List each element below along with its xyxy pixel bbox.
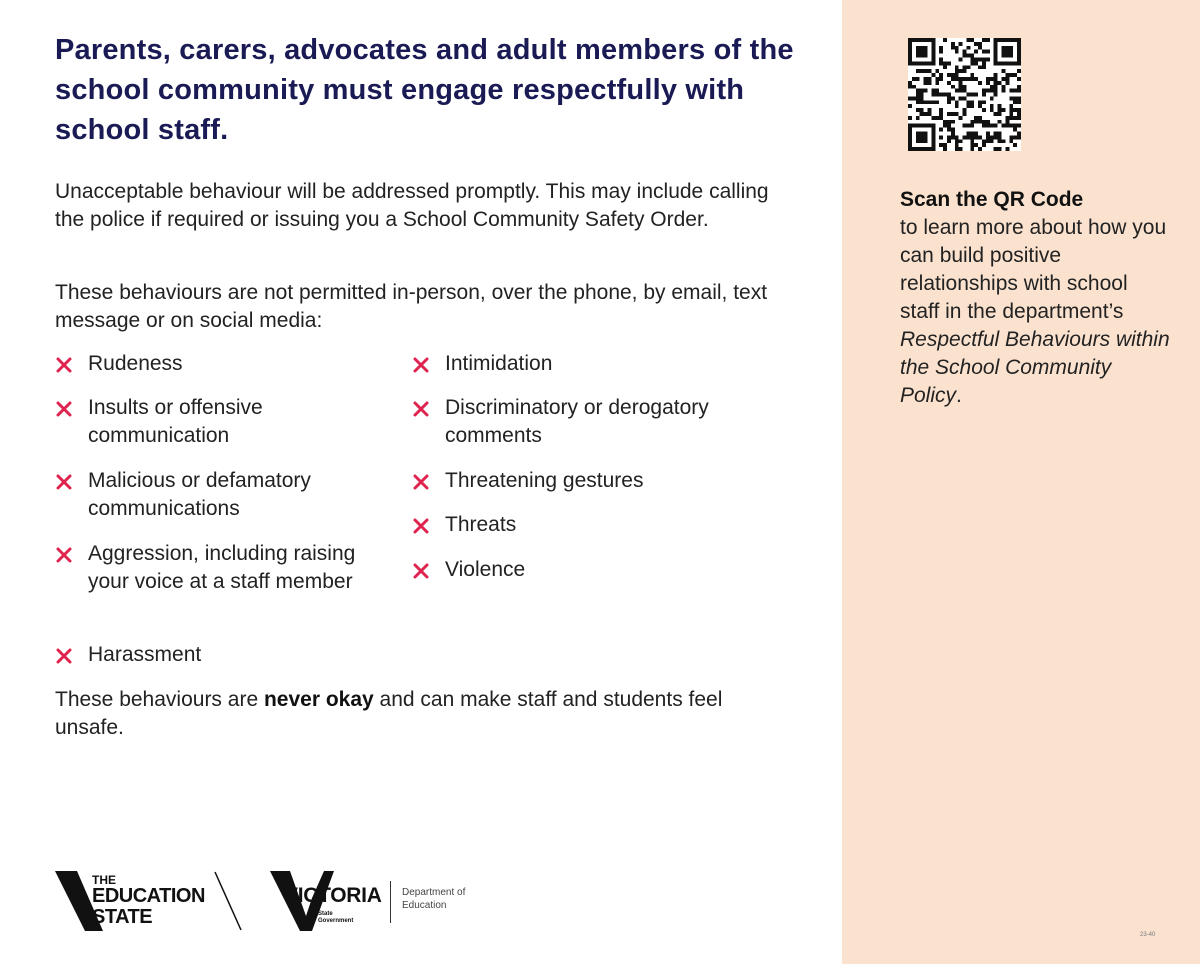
emphasis-text: never okay — [263, 688, 374, 711]
cross-icon — [412, 394, 432, 422]
logo-text: State Government — [318, 911, 354, 924]
policy-name: Respectful Behaviours within the School Community Policy — [900, 328, 1170, 407]
cross-icon — [55, 641, 75, 669]
list-item: Threats — [412, 511, 742, 556]
list-item: Rudeness — [55, 350, 385, 394]
logo-text: VICTORIA — [284, 884, 382, 907]
behaviours-list-right — [412, 350, 742, 586]
list-item: Malicious or defamatory communications — [55, 467, 385, 540]
scan-title: Scan the QR Code — [900, 188, 1084, 211]
list-item: Insults or offensive communication — [55, 394, 385, 467]
qr-code-icon[interactable] — [908, 38, 1021, 151]
behaviours-intro: These behaviours are not permitted in-person, over the phone, by email, text message or on social media: — [55, 281, 768, 332]
page-heading: Parents, carers, advocates and adult members of the school community must engage respectfully with school staff. — [55, 34, 794, 146]
intro-paragraph: Unacceptable behaviour will be addressed promptly. This may include calling the police if required or issuing you a School Community Safety Order. — [55, 180, 769, 231]
footer-code: 23-40 — [1140, 932, 1156, 938]
list-item: Threatening gestures — [412, 467, 742, 511]
qr-instructions: Scan the QR Code to learn more about how you can build positive relationships with school staff in the department’s Respectful Behaviours within the School Community Policy. — [900, 188, 1170, 407]
logo-text: THE — [92, 873, 116, 887]
closing-paragraph: These behaviours are never okay and can make staff and students feel unsafe. — [55, 688, 723, 739]
list-item: Aggression, including raising your voice at a staff member — [55, 540, 385, 641]
list-item: Harassment — [55, 641, 385, 671]
scan-text: to learn more about how you can build positive relationships with school staff in the department’s — [900, 216, 1167, 323]
department-name: Department of Education — [402, 887, 466, 911]
logo-text: STATE — [92, 906, 153, 928]
cross-icon — [412, 511, 432, 539]
cross-icon — [55, 540, 75, 568]
cross-icon — [412, 556, 432, 584]
cross-icon — [412, 467, 432, 495]
list-item: Discriminatory or derogatory comments — [412, 394, 742, 467]
cross-icon — [55, 394, 75, 422]
cross-icon — [412, 350, 432, 378]
logo-divider — [390, 881, 391, 923]
list-item: Violence — [412, 556, 742, 586]
behaviours-list-left — [55, 350, 385, 671]
sidebar-panel — [842, 0, 1200, 964]
logo-text: EDUCATION — [92, 885, 205, 907]
list-item: Intimidation — [412, 350, 742, 394]
cross-icon — [55, 467, 75, 495]
cross-icon — [55, 350, 75, 378]
